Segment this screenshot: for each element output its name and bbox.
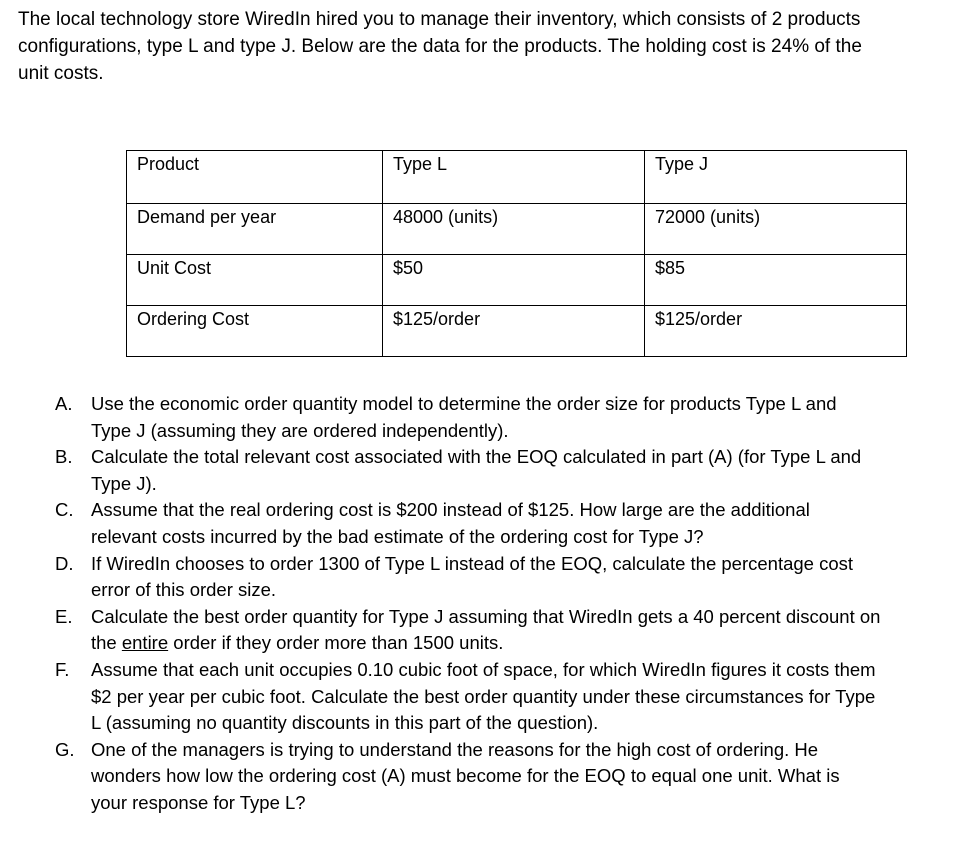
table-cell: Ordering Cost <box>127 306 383 357</box>
question-line: Calculate the best order quantity for Type J assuming that WiredIn gets a 40 percent discount on <box>91 605 881 627</box>
table-cell: $50 <box>383 255 645 306</box>
table-cell: Type L <box>383 151 645 204</box>
question-d <box>0 551 961 604</box>
question-letter: B. <box>55 446 73 468</box>
question-e <box>0 604 961 657</box>
question-line: Use the economic order quantity model to determine the order size for products Type L and <box>91 393 837 414</box>
question-line: One of the managers is trying to understand the reasons for the high cost of ordering. He <box>91 738 819 760</box>
question-line: Type J). <box>91 472 157 494</box>
question-list <box>0 391 980 817</box>
question-line: relevant costs incurred by the bad estimate of the ordering cost for Type J? <box>91 525 704 547</box>
table-cell: $125/order <box>645 306 907 357</box>
table-cell: $125/order <box>383 306 645 357</box>
question-letter: G. <box>55 738 75 760</box>
intro-line: The local technology store WiredIn hired you to manage their inventory, which consists of 2 products <box>18 9 861 30</box>
question-b <box>0 444 961 497</box>
question-line: Assume that the real ordering cost is $200 instead of $125. How large are the additional <box>91 499 810 521</box>
question-line <box>91 630 961 657</box>
question-letter: C. <box>55 499 74 521</box>
table-row <box>127 306 907 357</box>
question-letter: D. <box>55 552 74 574</box>
table-cell: 72000 (units) <box>645 204 907 255</box>
table-cell: Product <box>127 151 383 204</box>
question-line: Calculate the total relevant cost associated with the EOQ calculated in part (A) (for Type L and <box>91 446 862 468</box>
table-cell: Type J <box>645 151 907 204</box>
question-line: Type J (assuming they are ordered independently). <box>91 419 509 441</box>
question-line: If WiredIn chooses to order 1300 of Type L instead of the EOQ, calculate the percentage cost <box>91 552 854 574</box>
table-cell: 48000 (units) <box>383 204 645 255</box>
question-text: the <box>91 632 122 654</box>
question-line: $2 per year per cubic foot. Calculate the best order quantity under these circumstances for Type <box>91 685 876 707</box>
table-cell: Unit Cost <box>127 255 383 306</box>
underlined-word: entire <box>121 632 169 654</box>
question-f <box>0 657 961 737</box>
question-letter: A. <box>55 393 73 414</box>
question-text: order if they order more than 1500 units. <box>168 632 504 654</box>
question-letter: E. <box>55 605 73 627</box>
intro-line: unit costs. <box>18 63 104 84</box>
question-a <box>0 391 961 444</box>
question-g <box>0 737 961 817</box>
table-row <box>127 255 907 306</box>
question-line: wonders how low the ordering cost (A) must become for the EOQ to equal one unit. What is <box>91 765 840 787</box>
intro-line: configurations, type L and type J. Below are the data for the products. The holding cost is 24% of the <box>18 36 862 57</box>
table-row <box>127 204 907 255</box>
table-cell: $85 <box>645 255 907 306</box>
table-cell: Demand per year <box>127 204 383 255</box>
question-line: Assume that each unit occupies 0.10 cubic foot of space, for which WiredIn figures it costs them <box>91 658 876 680</box>
intro-paragraph <box>18 6 968 87</box>
product-data-table <box>126 150 907 357</box>
table-row <box>127 151 907 204</box>
question-line: error of this order size. <box>91 579 277 601</box>
question-line: L (assuming no quantity discounts in this part of the question). <box>91 712 599 734</box>
question-c <box>0 497 961 550</box>
question-line: your response for Type L? <box>91 791 306 813</box>
question-letter: F. <box>55 658 70 680</box>
